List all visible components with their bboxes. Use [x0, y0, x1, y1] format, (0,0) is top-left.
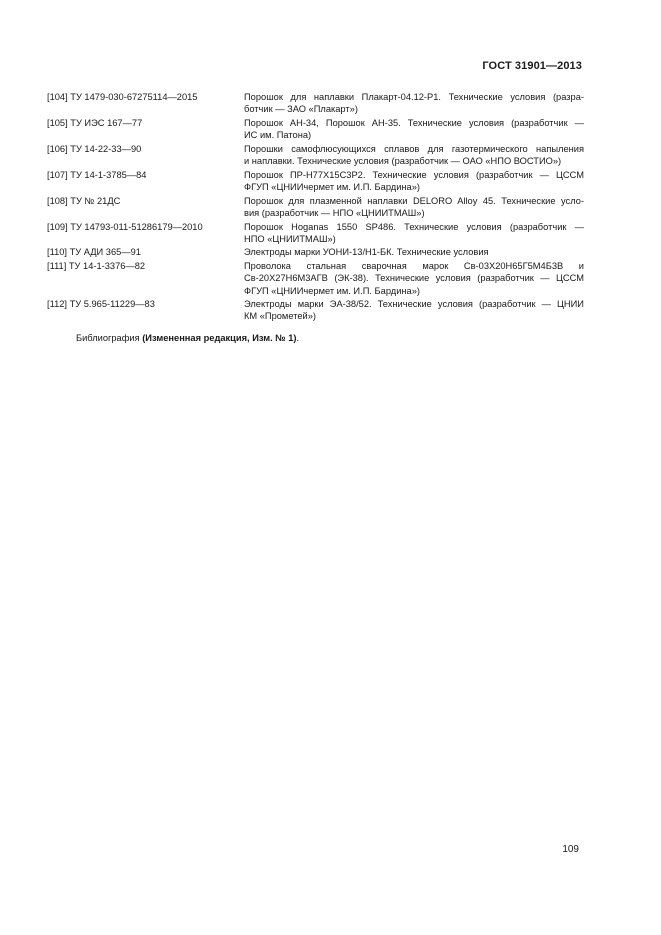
entry-description-line: ИС им. Патона) — [244, 130, 312, 141]
entry-description-line: и наплавки. Технические условия (разработчик — ОАО «НПО ВОСТИО») — [244, 156, 562, 167]
entry-description-line: Порошки самофлюсующихся сплавов для газотермического напыления — [244, 143, 584, 154]
entry-description-line: Проволока стальная сварочная марок Св-03Х20Н65Г5М4Б3В и — [244, 261, 584, 272]
entry-reference: [112] ТУ 5.965-11229—83 — [47, 299, 155, 310]
bibliography-entry — [47, 260, 584, 297]
bibliography-entry — [47, 221, 584, 245]
entry-description-line: КМ «Прометей») — [244, 311, 316, 322]
entry-description — [244, 117, 584, 141]
bibliography-entry — [47, 91, 584, 115]
entry-description-line: Порошок для наплавки Плакарт-04.12-Р1. Технические условия (разра- — [244, 92, 584, 102]
entry-description — [244, 195, 584, 219]
entry-description-line: Электроды марки ЭА-38/52. Технические условия (разработчик — ЦНИИ — [244, 299, 584, 310]
entry-description-line: Порошок для плазменной наплавки DELORO Alloy 45. Технические усло- — [244, 195, 584, 206]
entry-description — [244, 91, 584, 115]
document-standard-header: ГОСТ 31901—2013 — [482, 60, 582, 72]
entry-description-line: ботчик — ЗАО «Плакарт») — [244, 104, 358, 115]
amendment-note-suffix: . — [296, 333, 300, 343]
entry-description — [244, 169, 584, 193]
entry-description — [244, 246, 584, 258]
amendment-note — [76, 332, 299, 344]
bibliography-entry — [47, 117, 584, 141]
entry-description — [244, 298, 584, 322]
entry-description-line: вия (разработчик — НПО «ЦНИИТМАШ») — [244, 207, 425, 218]
entry-reference: [104] ТУ 1479-030-67275114—2015 — [47, 92, 198, 102]
entry-reference: [105] ТУ ИЭС 167—77 — [47, 117, 143, 128]
amendment-note-prefix: Библиография — [76, 333, 143, 343]
entry-reference: [109] ТУ 14793-011-51286179—2010 — [47, 221, 203, 232]
entry-reference: [111] ТУ 14-1-3376—82 — [47, 261, 146, 272]
bibliography-entry — [47, 195, 584, 219]
entry-description-line: Порошок ПР-Н77Х15С3Р2. Технические условия (разработчик — ЦССМ — [244, 169, 584, 180]
entry-description-line: ФГУП «ЦНИИчермет им. И.П. Бардина») — [244, 285, 420, 296]
entry-description-line: Электроды марки УОНИ-13/Н1-БК. Технические условия — [244, 247, 489, 258]
entry-description-line: Св-20Х27Н6М3АГВ (ЭК-38). Технические условия (разработчик — ЦССМ — [244, 273, 584, 284]
entry-description-line: НПО «ЦНИИТМАШ») — [244, 233, 336, 244]
entry-description — [244, 221, 584, 245]
entry-description-line: ФГУП «ЦНИИчермет им. И.П. Бардина») — [244, 181, 420, 192]
entry-reference: [106] ТУ 14-22-33—90 — [47, 143, 142, 154]
bibliography-entry — [47, 169, 584, 193]
amendment-note-bold: (Измененная редакция, Изм. № 1) — [142, 333, 297, 343]
page-number: 109 — [562, 844, 579, 855]
entry-description-line: Порошок АН-34, Порошок АН-35. Технические условия (разработчик — — [244, 117, 584, 128]
entry-reference: [107] ТУ 14-1-3785—84 — [47, 169, 147, 180]
bibliography-list — [47, 91, 584, 324]
entry-description — [244, 143, 584, 167]
entry-description — [244, 260, 584, 297]
entry-reference: [110] ТУ АДИ 365—91 — [47, 247, 141, 258]
bibliography-entry — [47, 143, 584, 167]
bibliography-entry — [47, 298, 584, 322]
entry-description-line: Порошок Hoganas 1550 SP486. Технические условия (разработчик — — [244, 221, 584, 232]
bibliography-entry — [47, 246, 584, 258]
entry-reference: [108] ТУ № 21ДС — [47, 195, 121, 206]
